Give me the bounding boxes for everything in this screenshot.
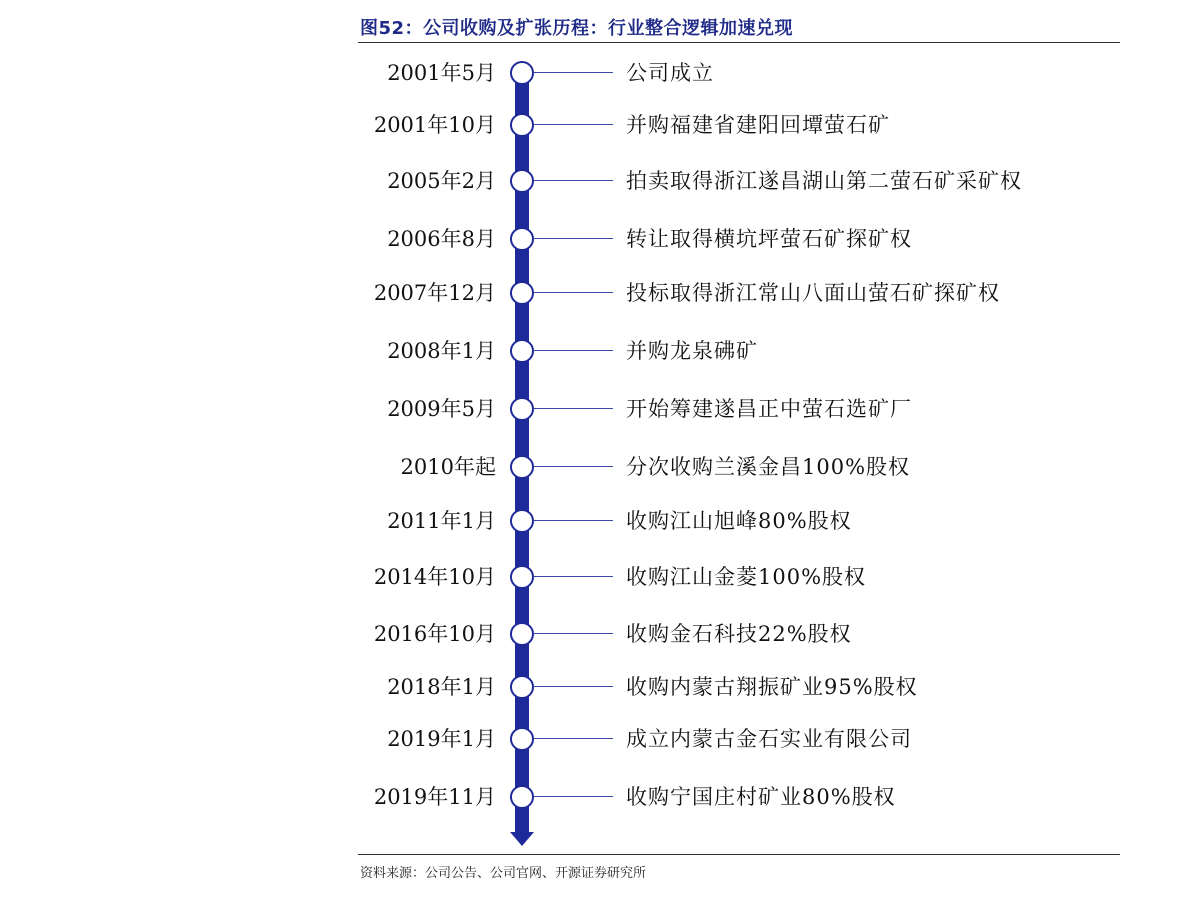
event-date: 2005年2月 — [387, 169, 496, 193]
connector-line — [533, 180, 613, 181]
event-date: 2018年1月 — [387, 675, 496, 699]
timeline-event — [0, 278, 1191, 308]
connector-line — [533, 520, 613, 521]
timeline-event — [0, 782, 1191, 812]
timeline-event — [0, 452, 1191, 482]
event-date: 2009年5月 — [387, 397, 496, 421]
connector-line — [533, 686, 613, 687]
event-date: 2010年起 — [400, 455, 496, 479]
timeline-node-icon — [510, 227, 534, 251]
connector-line — [533, 466, 613, 467]
connector-line — [533, 238, 613, 239]
event-description: 转让取得横坑坪萤石矿探矿权 — [626, 227, 912, 251]
timeline-node-icon — [510, 397, 534, 421]
connector-line — [533, 124, 613, 125]
connector-line — [533, 633, 613, 634]
event-description: 收购内蒙古翔振矿业95%股权 — [626, 675, 918, 699]
connector-line — [533, 292, 613, 293]
event-description: 公司成立 — [626, 61, 714, 85]
event-date: 2011年1月 — [387, 509, 496, 533]
figure-title: 图52：公司收购及扩张历程：行业整合逻辑加速兑现 — [360, 18, 794, 39]
timeline-node-icon — [510, 727, 534, 751]
timeline-node-icon — [510, 281, 534, 305]
timeline-event — [0, 336, 1191, 366]
timeline-node-icon — [510, 565, 534, 589]
timeline-node-icon — [510, 169, 534, 193]
timeline-event — [0, 224, 1191, 254]
timeline-event — [0, 110, 1191, 140]
event-date: 2006年8月 — [387, 227, 496, 251]
connector-line — [533, 796, 613, 797]
connector-line — [533, 408, 613, 409]
event-description: 收购金石科技22%股权 — [626, 622, 852, 646]
event-date: 2019年1月 — [387, 727, 496, 751]
timeline-node-icon — [510, 61, 534, 85]
event-description: 收购宁国庄村矿业80%股权 — [626, 785, 896, 809]
source-note: 资料来源：公司公告、公司官网、开源证券研究所 — [360, 866, 647, 881]
arrow-down-icon — [510, 832, 534, 846]
connector-line — [533, 576, 613, 577]
timeline-event — [0, 394, 1191, 424]
timeline-node-icon — [510, 455, 534, 479]
connector-line — [533, 738, 613, 739]
timeline-node-icon — [510, 785, 534, 809]
timeline-event — [0, 562, 1191, 592]
timeline-event — [0, 166, 1191, 196]
event-description: 收购江山旭峰80%股权 — [626, 509, 852, 533]
event-description: 分次收购兰溪金昌100%股权 — [626, 455, 911, 479]
event-date: 2001年10月 — [373, 113, 496, 137]
timeline-event — [0, 619, 1191, 649]
timeline-event — [0, 724, 1191, 754]
event-date: 2014年10月 — [373, 565, 496, 589]
connector-line — [533, 350, 613, 351]
event-description: 并购福建省建阳回墰萤石矿 — [626, 113, 890, 137]
event-description: 收购江山金菱100%股权 — [626, 565, 867, 589]
timeline-node-icon — [510, 622, 534, 646]
timeline-node-icon — [510, 339, 534, 363]
timeline-event — [0, 672, 1191, 702]
timeline-event — [0, 506, 1191, 536]
event-description: 拍卖取得浙江遂昌湖山第二萤石矿采矿权 — [626, 169, 1022, 193]
event-date: 2008年1月 — [387, 339, 496, 363]
event-description: 投标取得浙江常山八面山萤石矿探矿权 — [626, 281, 1000, 305]
timeline-node-icon — [510, 113, 534, 137]
event-date: 2007年12月 — [373, 281, 496, 305]
event-description: 并购龙泉砩矿 — [626, 339, 758, 363]
event-description: 成立内蒙古金石实业有限公司 — [626, 727, 912, 751]
timeline-node-icon — [510, 509, 534, 533]
top-rule — [358, 42, 1120, 43]
connector-line — [533, 72, 613, 73]
timeline-node-icon — [510, 675, 534, 699]
event-date: 2016年10月 — [373, 622, 496, 646]
event-date: 2001年5月 — [387, 61, 496, 85]
event-description: 开始筹建遂昌正中萤石选矿厂 — [626, 397, 912, 421]
timeline-event — [0, 58, 1191, 88]
bottom-rule — [358, 854, 1120, 855]
event-date: 2019年11月 — [373, 785, 496, 809]
